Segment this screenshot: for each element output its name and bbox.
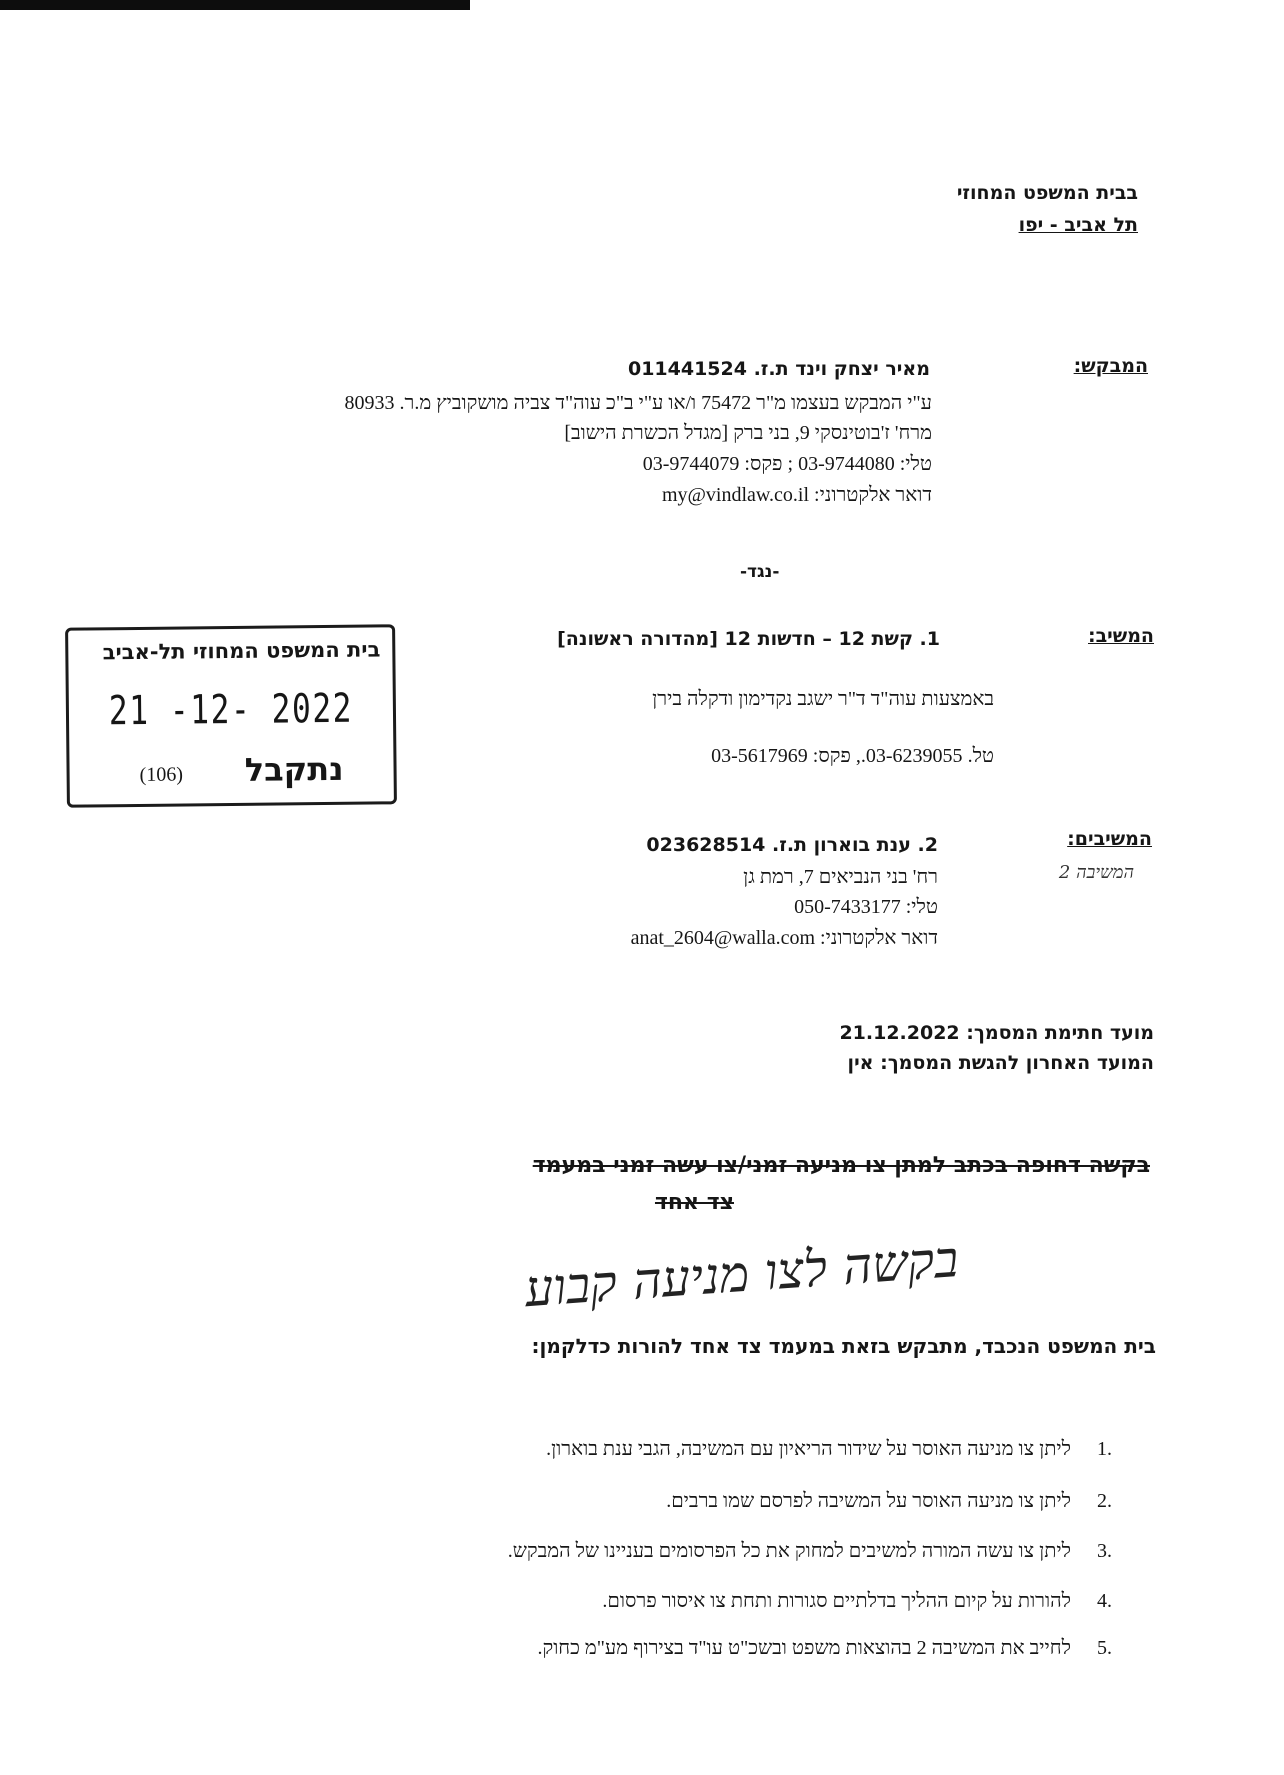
list-item: ליתן צו מניעה האוסר על המשיבה לפרסם שמו ברבים. <box>666 1490 1071 1512</box>
respondent2-address: רח' בני הנביאים 7, רמת גן <box>743 866 938 888</box>
signing-date: מועד חתימת המסמך: 21.12.2022 <box>839 1022 1154 1044</box>
applicant-label: המבקש: <box>1073 355 1148 377</box>
respondent2-handwritten-label: המשיבה 2 <box>1058 862 1134 883</box>
struck-title-line2: צד אחד <box>654 1190 734 1215</box>
received-stamp <box>65 624 397 807</box>
respondent2-email: דואר אלקטרוני: anat_2604@walla.com <box>630 927 938 949</box>
respondent2-phone: טלי: 050-7433177 <box>794 896 938 918</box>
respondent1-phone-fax: טל. 03-6239055., פקס: 03-5617969 <box>711 745 994 767</box>
versus-label: -נגד- <box>740 562 780 582</box>
stamp-received: נתקבל <box>244 749 344 789</box>
intro-text: בית המשפט הנכבד, מתבקש בזאת במעמד צד אחד להורות כדלקמן: <box>531 1334 1156 1358</box>
list-item: ליתן צו עשה המורה למשיבים למחוק את כל הפרסומים בעניינו של המבקש. <box>507 1540 1071 1562</box>
court-location: תל אביב - יפו <box>1018 214 1138 236</box>
scan-edge-bar <box>0 0 470 10</box>
item-number: 3. <box>1097 1540 1112 1562</box>
stamp-court-name: בית המשפט המחוזי תל-אביב <box>102 637 381 665</box>
respondents-label: המשיבים: <box>1067 828 1152 850</box>
applicant-address: מרח' ז'בוטינסקי 9, בני ברק [מגדל הכשרת הישוב] <box>564 422 932 444</box>
applicant-phone-fax: טלי: 03-9744080 ; פקס: 03-9744079 <box>642 453 932 475</box>
handwritten-title: בקשה לצו מניעה קבוע <box>522 1230 961 1319</box>
filing-deadline: המועד האחרון להגשת המסמך: אין <box>847 1052 1154 1074</box>
applicant-representation: ע"י המבקש בעצמו מ"ר 75472 ו/או ע"י ב"כ עוה"ד צביה מושקוביץ מ.ר. 80933 <box>344 392 932 414</box>
respondent1-name: 1. קשת 12 – חדשות 12 [מהדורה ראשונה] <box>557 628 940 650</box>
list-item: לחייב את המשיבה 2 בהוצאות משפט ובשכ"ט עו"ד בצירוף מע"מ כחוק. <box>537 1637 1071 1659</box>
applicant-name: מאיר יצחק וינד ת.ז. 011441524 <box>627 358 930 380</box>
item-number: 1. <box>1097 1438 1112 1460</box>
struck-title-line1: בקשה דחופה בכתב למתן צו מניעה זמני/צו עשה זמני במעמד <box>532 1153 1150 1178</box>
respondent-label: המשיב: <box>1088 625 1154 647</box>
stamp-code: (106) <box>139 763 184 786</box>
respondent1-lawyers: באמצעות עוה"ד ד"ר ישגב נקדימון ודקלה בירן <box>652 688 994 710</box>
item-number: 2. <box>1097 1490 1112 1512</box>
stamp-date: 21 -12- 2022 <box>108 685 354 735</box>
court-name: בבית המשפט המחוזי <box>956 182 1138 204</box>
list-item: להורות על קיום ההליך בדלתיים סגורות ותחת צו איסור פרסום. <box>602 1590 1071 1612</box>
item-number: 5. <box>1097 1637 1112 1659</box>
list-item: ליתן צו מניעה האוסר על שידור הריאיון עם המשיבה, הגבי ענת בוארון. <box>546 1438 1071 1460</box>
applicant-email: דואר אלקטרוני: my@vindlaw.co.il <box>661 484 932 506</box>
item-number: 4. <box>1097 1590 1112 1612</box>
respondent2-name: 2. ענת בוארון ת.ז. 023628514 <box>646 834 938 856</box>
